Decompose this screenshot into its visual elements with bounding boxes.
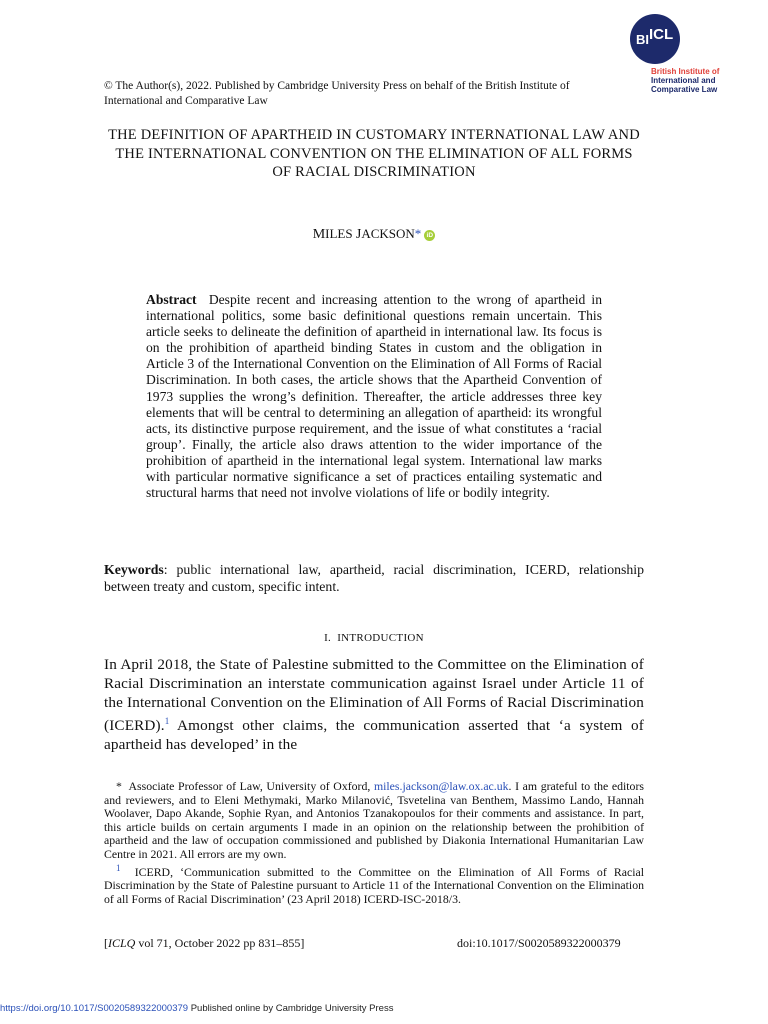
footnote-star-text-b: . I am grateful to the editors and reviewers, and to Eleni Methymaki, Marko Milanović, Tsvetelina van Benthem, Massimo Lando, Hannah Woolaver, Dapo Akande, Sophie Ryan, and Antonios Tzanakopoulos for their comments and assistance. In part, this article builds on certain arguments I made in an opinion on the relationship between the prohibition of apartheid and the law of occupation commissioned and published by Diakonia International Humanitarian Law Centre in 2021. All errors are my own. xyxy=(104,779,644,861)
body-text-part-1: In April 2018, the State of Palestine submitted to the Committee on the Elimination of Racial Discrimination an interstate communication against Israel under Article 11 of the International Convention on the Elimination of All Forms of Racial Discrimination (ICERD). xyxy=(104,656,644,735)
author-footnote-link[interactable]: * xyxy=(414,226,422,241)
footnote-star-mark: * xyxy=(116,779,122,793)
body-paragraph xyxy=(104,655,644,754)
published-online-text: Published online by Cambridge University Press xyxy=(190,1003,394,1014)
section-number: I. xyxy=(324,632,332,644)
logo-mark-bi: BI xyxy=(636,32,649,47)
keywords xyxy=(104,561,644,595)
logo-line-1: British Institute of xyxy=(651,67,720,76)
body-text-part-2: Amongst other claims, the communication asserted that ‘a system of apartheid has developed’ in the xyxy=(104,717,644,754)
article-title: THE DEFINITION OF APARTHEID IN CUSTOMARY INTERNATIONAL LAW AND THE INTERNATIONAL CONVENTION ON THE ELIMINATION OF ALL FORMS OF RACIAL DISCRIMINATION xyxy=(108,127,640,180)
footnote-1-mark: 1 xyxy=(116,862,121,873)
author-email-link[interactable]: miles.jackson@law.ox.ac.uk xyxy=(373,779,509,793)
author-first-initial: M xyxy=(312,227,326,242)
article-doi: doi:10.1017/S0020589322000379 xyxy=(457,936,621,950)
section-heading xyxy=(104,632,644,644)
logo-mark-icl: ICL xyxy=(649,26,674,43)
author-last-rest: ACKSON xyxy=(361,226,415,241)
abstract-text: Despite recent and increasing attention to the wrong of apartheid in international politics, some basic definitional questions remain uncertain. This article seeks to delineate the definition of apartheid in international law. Its focus is on the prohibition of apartheid binding States in custom and the obligation in Article 3 of the International Convention on the Elimination of All Forms of Racial Discrimination. In both cases, the article shows that the Apartheid Convention of 1973 supplies the wrong’s definition. Thereafter, the article addresses three key elements that will be central to determining an allegation of apartheid: its wrongful acts, its distinctive purpose requirement, and the issue of what constitutes a ‘racial group’. Finally, the article also draws attention to the wider importance of the prohibition of apartheid in the international legal system. International law marks with particular normative significance a set of practices entailing systematic and structural harms that need not involve violations of life or bodily integrity. xyxy=(146,292,603,501)
author-line xyxy=(104,226,644,243)
logo-wordmark xyxy=(651,67,747,94)
footnote-1-text: ICERD, ‘Communication submitted to the Committee on the Elimination of All Forms of Racial Discrimination by the State of Palestine pursuant to Article 11 of the International Convention on the Elimination of all Forms of Racial Discrimination’ (23 April 2018) ICERD-ISC-2018/3. xyxy=(104,864,644,906)
logo-line-3: Comparative Law xyxy=(651,85,718,94)
abstract xyxy=(146,292,602,501)
publisher-footer xyxy=(0,1003,393,1014)
abstract-label: Abstract xyxy=(146,292,197,307)
section-title: INTRODUCTION xyxy=(337,632,424,644)
biicl-logo-icon xyxy=(630,14,680,64)
journal-citation xyxy=(104,936,304,951)
logo-line-2: International and xyxy=(651,76,716,85)
footnote-star xyxy=(104,780,644,862)
footnote-ref-1[interactable]: 1 xyxy=(164,716,170,726)
citation-details: vol 71, October 2022 pp 831–855] xyxy=(135,936,305,950)
author-last-initial: J xyxy=(355,227,362,242)
journal-abbrev: ICLQ xyxy=(108,936,136,950)
footnotes xyxy=(104,780,644,906)
keywords-label: Keywords xyxy=(104,562,164,577)
doi-link[interactable]: https://doi.org/10.1017/S0020589322000379 xyxy=(0,1003,189,1014)
footnote-star-text-a: Associate Professor of Law, University of Oxford, xyxy=(128,779,374,793)
orcid-icon[interactable]: iD xyxy=(424,230,435,241)
journal-logo xyxy=(630,14,740,94)
author-first-rest: ILES xyxy=(325,226,353,241)
copyright-notice: © The Author(s), 2022. Published by Cambridge University Press on behalf of the British Institute of International and Comparative Law xyxy=(104,80,570,107)
keywords-text: : public international law, apartheid, racial discrimination, ICERD, relationship between treaty and custom, specific intent. xyxy=(104,562,644,594)
citation-bracket: [ xyxy=(104,936,108,950)
footnote-1 xyxy=(104,862,644,907)
